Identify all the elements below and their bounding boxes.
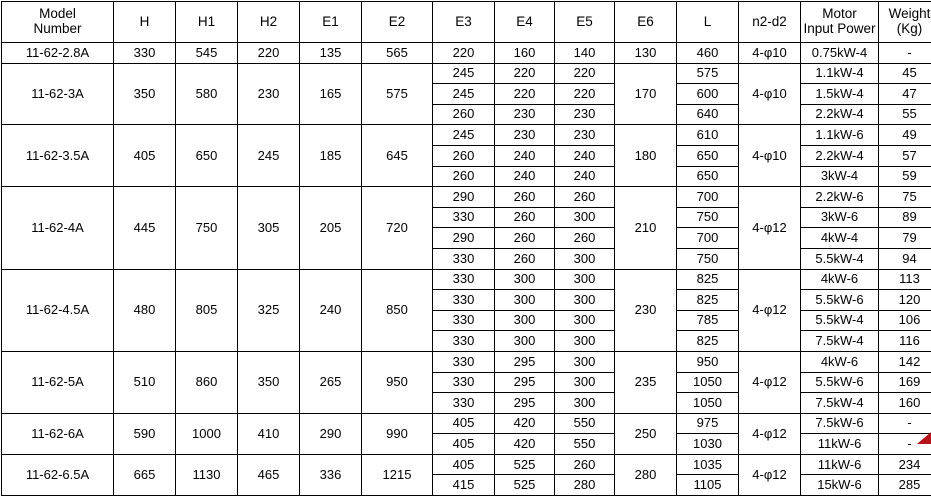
- cell-model-number: 11-62-3A: [2, 63, 114, 125]
- cell-e3: 330: [433, 269, 495, 290]
- cell-motor-input-power: 1.1kW-4: [801, 63, 879, 84]
- cell-h: 480: [114, 269, 176, 351]
- cell-weight: 234: [879, 454, 931, 475]
- column-header-e1: E1: [300, 2, 362, 43]
- cell-e5: 230: [555, 104, 615, 125]
- cell-e5: 220: [555, 84, 615, 105]
- cell-e5: 260: [555, 187, 615, 208]
- cell-e4: 240: [495, 145, 555, 166]
- cell-motor-input-power: 4kW-4: [801, 228, 879, 249]
- table-header: [2, 2, 931, 43]
- cell-weight: 49: [879, 125, 931, 146]
- cell-h2: 325: [238, 269, 300, 351]
- cell-e2: 720: [362, 187, 433, 269]
- cell-h: 445: [114, 187, 176, 269]
- cell-weight: 89: [879, 207, 931, 228]
- cell-e5: 280: [555, 475, 615, 496]
- cell-h2: 230: [238, 63, 300, 125]
- cell-e5: 240: [555, 145, 615, 166]
- cell-e4: 300: [495, 269, 555, 290]
- cell-e4: 300: [495, 310, 555, 331]
- cell-model-number: 11-62-6A: [2, 413, 114, 454]
- cell-h: 665: [114, 454, 176, 495]
- cell-weight: 160: [879, 393, 931, 414]
- cell-weight: 113: [879, 269, 931, 290]
- cell-e3: 330: [433, 393, 495, 414]
- column-header-e5: E5: [555, 2, 615, 43]
- cell-h2: 305: [238, 187, 300, 269]
- cell-e6: 130: [615, 43, 677, 64]
- cell-l: 700: [677, 187, 739, 208]
- cell-h1: 750: [176, 187, 238, 269]
- cell-h1: 860: [176, 351, 238, 413]
- cell-e6: 210: [615, 187, 677, 269]
- cell-e4: 240: [495, 166, 555, 187]
- cell-weight: -: [879, 434, 931, 455]
- cell-e5: 300: [555, 269, 615, 290]
- table-row: [2, 269, 931, 290]
- cell-l: 700: [677, 228, 739, 249]
- cell-weight: 142: [879, 351, 931, 372]
- cell-e5: 230: [555, 125, 615, 146]
- cell-e4: 260: [495, 207, 555, 228]
- cell-h2: 245: [238, 125, 300, 187]
- cell-e1: 240: [300, 269, 362, 351]
- cell-e6: 250: [615, 413, 677, 454]
- cell-h2: 220: [238, 43, 300, 64]
- cell-motor-input-power: 15kW-6: [801, 475, 879, 496]
- cell-l: 825: [677, 290, 739, 311]
- cell-l: 975: [677, 413, 739, 434]
- cell-e1: 185: [300, 125, 362, 187]
- cell-e1: 135: [300, 43, 362, 64]
- cell-e3: 245: [433, 63, 495, 84]
- table-row: [2, 454, 931, 475]
- cell-l: 1050: [677, 372, 739, 393]
- cell-e3: 405: [433, 413, 495, 434]
- cell-e3: 330: [433, 351, 495, 372]
- cell-motor-input-power: 5.5kW-6: [801, 290, 879, 311]
- cell-e6: 180: [615, 125, 677, 187]
- cell-motor-input-power: 2.2kW-6: [801, 187, 879, 208]
- specification-table: [1, 1, 931, 496]
- cell-e3: 260: [433, 104, 495, 125]
- cell-e3: 330: [433, 310, 495, 331]
- column-header-motor-line1: Motor: [801, 7, 878, 22]
- table-row: [2, 413, 931, 434]
- cell-model-number: 11-62-6.5A: [2, 454, 114, 495]
- cell-motor-input-power: 7.5kW-4: [801, 331, 879, 352]
- column-header-model-number: [2, 2, 114, 43]
- cell-e3: 330: [433, 372, 495, 393]
- cell-motor-input-power: 11kW-6: [801, 454, 879, 475]
- cell-motor-input-power: 4kW-6: [801, 351, 879, 372]
- cell-e4: 525: [495, 454, 555, 475]
- cell-model-number: 11-62-4A: [2, 187, 114, 269]
- cell-motor-input-power: 1.5kW-4: [801, 84, 879, 105]
- cell-l: 1105: [677, 475, 739, 496]
- cell-e3: 330: [433, 290, 495, 311]
- cell-e5: 300: [555, 248, 615, 269]
- cell-h: 405: [114, 125, 176, 187]
- cell-h1: 1130: [176, 454, 238, 495]
- cell-e2: 850: [362, 269, 433, 351]
- column-header-e2: E2: [362, 2, 433, 43]
- column-header-h2: H2: [238, 2, 300, 43]
- cell-e6: 170: [615, 63, 677, 125]
- column-header-l: L: [677, 2, 739, 43]
- cell-e5: 260: [555, 454, 615, 475]
- cell-e4: 220: [495, 84, 555, 105]
- table-header-row: [2, 2, 931, 43]
- cell-n2-d2: 4-φ10: [739, 63, 801, 125]
- cell-e4: 300: [495, 331, 555, 352]
- cell-motor-input-power: 1.1kW-6: [801, 125, 879, 146]
- cell-e5: 300: [555, 310, 615, 331]
- cell-e1: 290: [300, 413, 362, 454]
- cell-e4: 220: [495, 63, 555, 84]
- cell-e4: 260: [495, 248, 555, 269]
- cell-weight: 169: [879, 372, 931, 393]
- cell-e4: 295: [495, 351, 555, 372]
- cell-l: 1030: [677, 434, 739, 455]
- cell-n2-d2: 4-φ12: [739, 454, 801, 495]
- cell-e2: 565: [362, 43, 433, 64]
- cell-e4: 300: [495, 290, 555, 311]
- cell-motor-input-power: 7.5kW-4: [801, 393, 879, 414]
- cell-l: 825: [677, 331, 739, 352]
- column-header-model-line2: Number: [2, 22, 113, 37]
- cell-e1: 165: [300, 63, 362, 125]
- cell-weight: 285: [879, 475, 931, 496]
- cell-e4: 260: [495, 228, 555, 249]
- table-body: [2, 43, 931, 496]
- cell-e5: 300: [555, 351, 615, 372]
- table-row: [2, 63, 931, 84]
- cell-l: 825: [677, 269, 739, 290]
- cell-e2: 645: [362, 125, 433, 187]
- cell-e2: 1215: [362, 454, 433, 495]
- cell-e4: 230: [495, 104, 555, 125]
- cell-motor-input-power: 3kW-4: [801, 166, 879, 187]
- cell-e3: 220: [433, 43, 495, 64]
- column-header-n2-d2: n2-d2: [739, 2, 801, 43]
- cell-e5: 300: [555, 372, 615, 393]
- cell-e1: 265: [300, 351, 362, 413]
- cell-e5: 220: [555, 63, 615, 84]
- cell-e3: 290: [433, 228, 495, 249]
- cell-l: 1035: [677, 454, 739, 475]
- cell-e5: 300: [555, 331, 615, 352]
- cell-motor-input-power: 2.2kW-4: [801, 145, 879, 166]
- cell-h1: 545: [176, 43, 238, 64]
- cell-e3: 330: [433, 331, 495, 352]
- cell-e5: 550: [555, 413, 615, 434]
- cell-weight: -: [879, 43, 931, 64]
- cell-n2-d2: 4-φ10: [739, 43, 801, 64]
- column-header-motor-input-power: [801, 2, 879, 43]
- cell-h: 330: [114, 43, 176, 64]
- cell-e4: 230: [495, 125, 555, 146]
- cell-model-number: 11-62-5A: [2, 351, 114, 413]
- cell-n2-d2: 4-φ12: [739, 413, 801, 454]
- cell-h2: 350: [238, 351, 300, 413]
- cell-motor-input-power: 5.5kW-6: [801, 372, 879, 393]
- cell-h1: 805: [176, 269, 238, 351]
- cell-weight: 57: [879, 145, 931, 166]
- cell-l: 650: [677, 145, 739, 166]
- cell-n2-d2: 4-φ12: [739, 351, 801, 413]
- table-row: [2, 351, 931, 372]
- cell-motor-input-power: 5.5kW-4: [801, 310, 879, 331]
- column-header-motor-line2: Input Power: [801, 22, 878, 37]
- cell-e5: 550: [555, 434, 615, 455]
- cell-e3: 245: [433, 125, 495, 146]
- cell-e3: 330: [433, 248, 495, 269]
- cell-l: 650: [677, 166, 739, 187]
- cell-l: 610: [677, 125, 739, 146]
- cell-e5: 300: [555, 207, 615, 228]
- cell-e6: 280: [615, 454, 677, 495]
- cell-weight: 106: [879, 310, 931, 331]
- cell-motor-input-power: 3kW-6: [801, 207, 879, 228]
- cell-e5: 260: [555, 228, 615, 249]
- cell-model-number: 11-62-2.8A: [2, 43, 114, 64]
- cell-n2-d2: 4-φ12: [739, 269, 801, 351]
- cell-e3: 330: [433, 207, 495, 228]
- cell-model-number: 11-62-3.5A: [2, 125, 114, 187]
- cell-motor-input-power: 4kW-6: [801, 269, 879, 290]
- cell-e4: 420: [495, 413, 555, 434]
- cell-e6: 230: [615, 269, 677, 351]
- table-row: [2, 43, 931, 64]
- cell-e3: 290: [433, 187, 495, 208]
- cell-weight: 79: [879, 228, 931, 249]
- cell-weight: 47: [879, 84, 931, 105]
- page-wrapper: [0, 1, 931, 444]
- cell-e2: 990: [362, 413, 433, 454]
- cell-motor-input-power: 5.5kW-4: [801, 248, 879, 269]
- cell-e5: 240: [555, 166, 615, 187]
- table-row: [2, 187, 931, 208]
- column-header-e3: E3: [433, 2, 495, 43]
- cell-h1: 650: [176, 125, 238, 187]
- cell-e3: 260: [433, 166, 495, 187]
- cell-e4: 295: [495, 393, 555, 414]
- cell-weight: 116: [879, 331, 931, 352]
- cell-weight: 45: [879, 63, 931, 84]
- cell-model-number: 11-62-4.5A: [2, 269, 114, 351]
- cell-l: 460: [677, 43, 739, 64]
- cell-e4: 420: [495, 434, 555, 455]
- cell-l: 750: [677, 207, 739, 228]
- column-header-weight-line2: (Kg): [879, 22, 931, 37]
- cell-e5: 300: [555, 393, 615, 414]
- cell-motor-input-power: 11kW-6: [801, 434, 879, 455]
- cell-weight: -: [879, 413, 931, 434]
- column-header-h: H: [114, 2, 176, 43]
- column-header-e6: E6: [615, 2, 677, 43]
- cell-e5: 300: [555, 290, 615, 311]
- cell-h1: 580: [176, 63, 238, 125]
- cell-h: 350: [114, 63, 176, 125]
- cell-weight: 120: [879, 290, 931, 311]
- cell-e4: 160: [495, 43, 555, 64]
- cell-l: 750: [677, 248, 739, 269]
- cell-e6: 235: [615, 351, 677, 413]
- cell-l: 640: [677, 104, 739, 125]
- cell-h2: 465: [238, 454, 300, 495]
- cell-e1: 336: [300, 454, 362, 495]
- column-header-weight: [879, 2, 931, 43]
- cell-weight: 75: [879, 187, 931, 208]
- cell-e4: 260: [495, 187, 555, 208]
- cell-h: 590: [114, 413, 176, 454]
- cell-h: 510: [114, 351, 176, 413]
- column-header-weight-line1: Weight: [879, 7, 931, 22]
- cell-weight: 59: [879, 166, 931, 187]
- cell-e3: 415: [433, 475, 495, 496]
- cell-e5: 140: [555, 43, 615, 64]
- cell-motor-input-power: 2.2kW-4: [801, 104, 879, 125]
- column-header-e4: E4: [495, 2, 555, 43]
- cell-weight: 94: [879, 248, 931, 269]
- cell-e3: 245: [433, 84, 495, 105]
- column-header-h1: H1: [176, 2, 238, 43]
- cell-h2: 410: [238, 413, 300, 454]
- cell-motor-input-power: 7.5kW-6: [801, 413, 879, 434]
- cell-l: 575: [677, 63, 739, 84]
- cell-e4: 295: [495, 372, 555, 393]
- cell-e3: 405: [433, 454, 495, 475]
- column-header-model-line1: Model: [2, 7, 113, 22]
- cell-e2: 950: [362, 351, 433, 413]
- cell-l: 600: [677, 84, 739, 105]
- cell-motor-input-power: 0.75kW-4: [801, 43, 879, 64]
- cell-e1: 205: [300, 187, 362, 269]
- table-row: [2, 125, 931, 146]
- cell-l: 785: [677, 310, 739, 331]
- cell-weight: 55: [879, 104, 931, 125]
- cell-e4: 525: [495, 475, 555, 496]
- cell-h1: 1000: [176, 413, 238, 454]
- cell-e3: 405: [433, 434, 495, 455]
- cell-e3: 260: [433, 145, 495, 166]
- cell-n2-d2: 4-φ10: [739, 125, 801, 187]
- cell-l: 950: [677, 351, 739, 372]
- cell-n2-d2: 4-φ12: [739, 187, 801, 269]
- cell-e2: 575: [362, 63, 433, 125]
- cell-l: 1050: [677, 393, 739, 414]
